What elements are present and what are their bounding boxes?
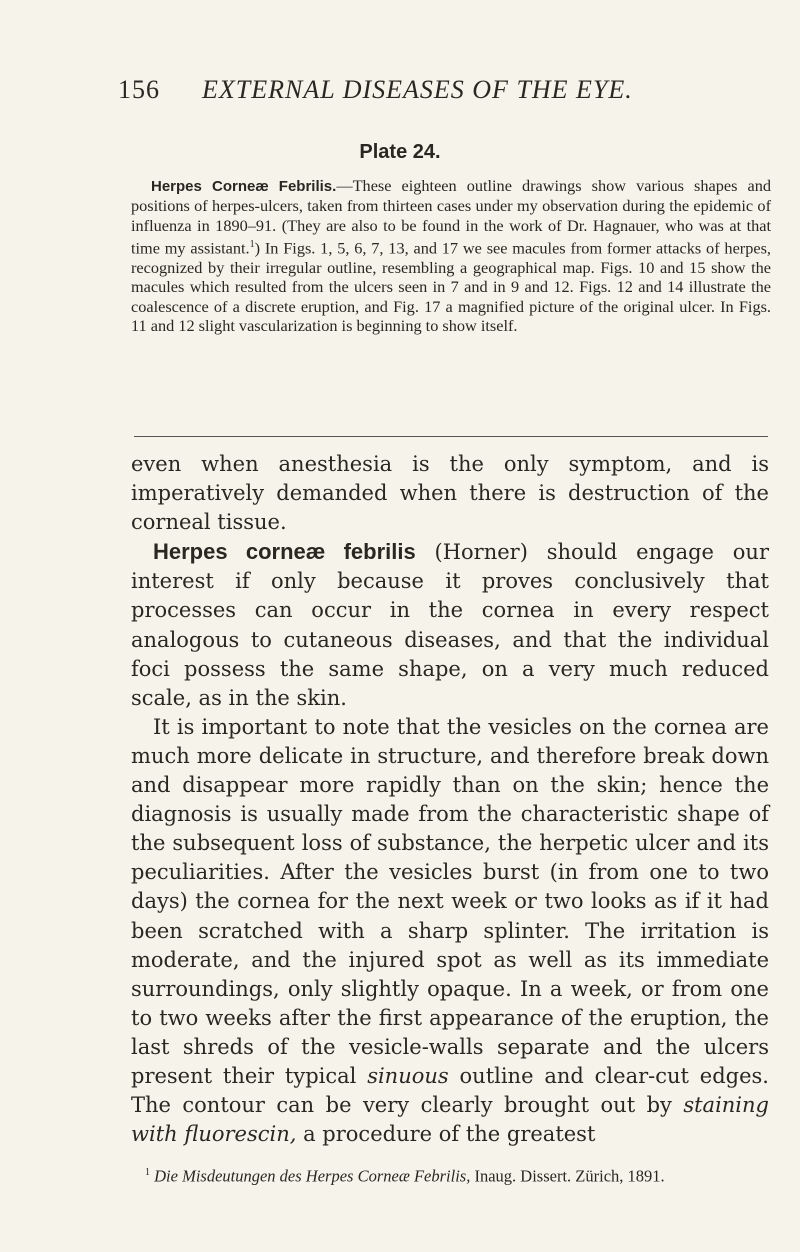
page-header <box>118 75 760 115</box>
paragraph <box>131 537 769 713</box>
paragraph <box>131 713 769 1149</box>
body-text <box>131 450 769 1149</box>
paragraph-text: outline and clear-cut edges. The contour can be very clearly brought out by <box>131 1063 769 1118</box>
footnote-title: Die Misdeutungen des Herpes Corneæ Febrilis, <box>154 1166 471 1186</box>
caption-divider <box>134 436 768 437</box>
footnote-reference[interactable]: 1 <box>249 239 255 251</box>
section-lead: Herpes corneæ febrilis <box>153 539 416 565</box>
caption-text-continued: ) In Figs. 1, 5, 6, 7, 13, and 17 we see macules from former attacks of herpes, recognized by their irregular outline, resembling a geographical map. Figs. 10 and 15 show the macules which resulted from the ulcers seen in 7 and in 9 and 12. Figs. 12 and 14 illustrate the coalescence of a discrete eruption, and Fig. 17 a magnified picture of the original ulcer. In Figs. 11 and 12 slight vascularization is beginning to show itself. <box>131 238 771 336</box>
caption-text: —These eighteen outline drawings show various shapes and positions of herpes-ulcers, taken from thirteen cases under my observation during the epidemic of influenza in 1890–91. (They are also to be found in the work of Dr. Hagnauer, who was at that time my assistant. <box>131 176 772 258</box>
page-number: 156 <box>118 75 160 104</box>
running-title: EXTERNAL DISEASES OF THE EYE. <box>202 75 633 104</box>
footnote <box>131 1162 771 1187</box>
paragraph-text: It is important to note that the vesicles on the cornea are much more delicate in structure, and therefore break down and disappear more rapidly than on the skin; hence the diagnosis is usually made from the characteristic shape of the subsequent loss of substance, the herpetic ulcer and its peculiarities. After the vesicles burst (in from one to two days) the cornea for the next week or two looks as if it had been scratched with a sharp splinter. The irritation is moderate, and the injured spot as well as its immediate surroundings, only slightly opaque. In a week, or from one to two weeks after the first appearance of the eruption, the last shreds of the vesicle-walls separate and the ulcers present their typical <box>131 714 769 1088</box>
footnote-marker: 1 <box>145 1167 150 1178</box>
italic-term: sinuous <box>367 1063 449 1088</box>
caption-label: Herpes Corneæ Febrilis. <box>151 178 337 195</box>
paragraph-text: a procedure of the greatest <box>296 1122 596 1147</box>
paragraph-text: (Horner) should engage our interest if only because it proves conclusively that processes can occur in the cornea in every respect analogous to cutaneous diseases, and that the individual foci possess the same shape, on a very much reduced scale, as in the skin. <box>131 540 769 710</box>
italic-term: staining with fluorescin, <box>131 1093 769 1147</box>
paragraph: even when anesthesia is the only symptom, and is imperatively demanded when there is destruction of the corneal tissue. <box>131 452 769 535</box>
plate-caption <box>131 176 771 336</box>
footnote-text: Inaug. Dissert. Zürich, 1891. <box>470 1166 665 1186</box>
plate-title: Plate 24. <box>359 141 441 163</box>
